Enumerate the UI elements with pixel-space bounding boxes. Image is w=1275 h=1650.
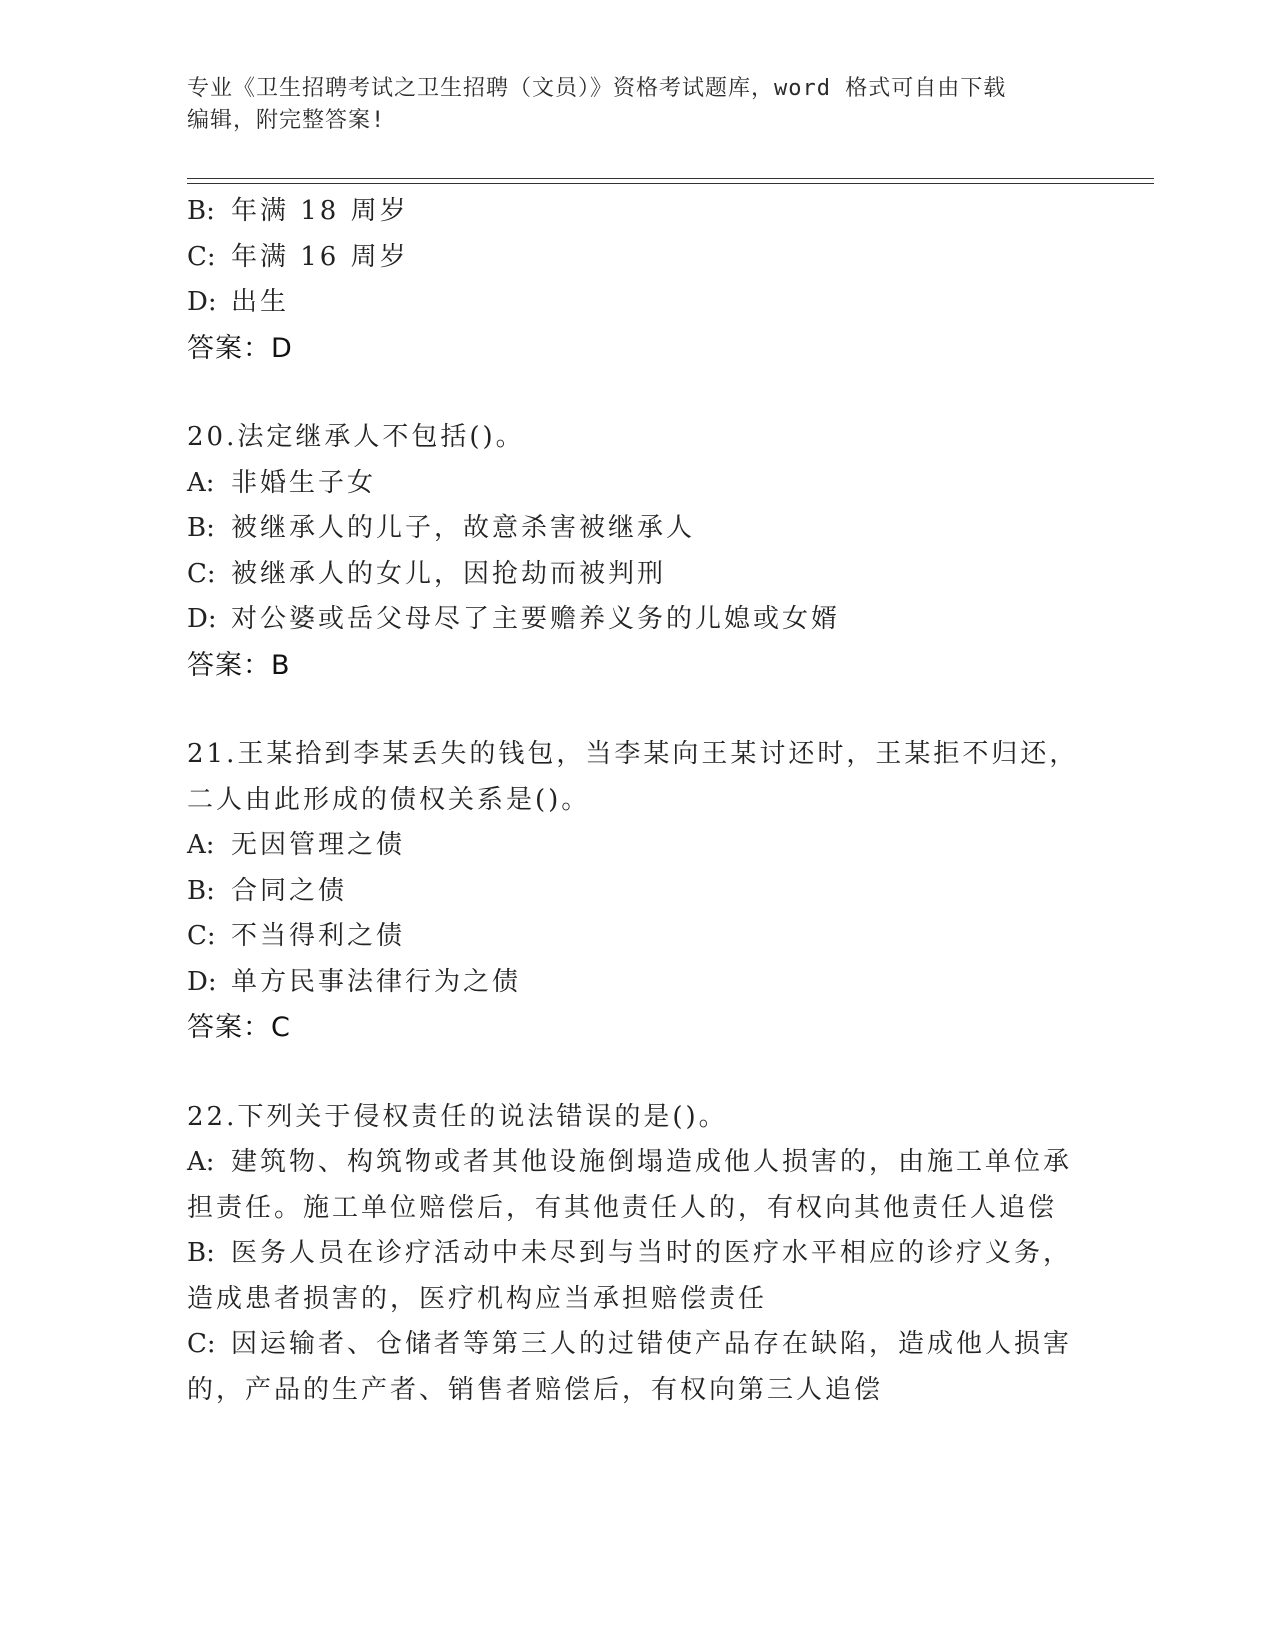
option-text: 单方民事法律行为之债 bbox=[231, 966, 522, 997]
option-letter: A: bbox=[187, 467, 215, 498]
spacer bbox=[187, 371, 1087, 415]
option-letter: B: bbox=[187, 513, 215, 543]
option-letter: A: bbox=[187, 830, 215, 860]
option-text: 不当得利之债 bbox=[231, 921, 406, 951]
option-b bbox=[187, 506, 1087, 552]
option-letter: D: bbox=[187, 287, 217, 317]
question-stem: 20.法定继承人不包括()。 bbox=[187, 422, 525, 452]
question-stem-line-2: 二人由此形成的债权关系是()。 bbox=[187, 784, 591, 815]
option-a bbox=[187, 823, 1087, 869]
question-stem: 22.下列关于侵权责任的说法错误的是()。 bbox=[187, 1101, 728, 1132]
option-c-line-1 bbox=[187, 1322, 1087, 1368]
option-text: 建筑物、构筑物或者其他设施倒塌造成他人损害的，由施工单位承 bbox=[231, 1147, 1073, 1177]
option-text: 非婚生子女 bbox=[231, 467, 377, 498]
option-a-line-2: 担责任。施工单位赔偿后，有其他责任人的，有权向其他责任人追偿 bbox=[187, 1192, 1058, 1223]
header-divider-top bbox=[187, 178, 1154, 179]
option-letter: A: bbox=[187, 1147, 215, 1177]
option-text: 医务人员在诊疗活动中未尽到与当时的医疗水平相应的诊疗义务， bbox=[231, 1238, 1073, 1268]
option-text: 被继承人的女儿，因抢劫而被判刑 bbox=[231, 558, 667, 589]
option-a bbox=[187, 461, 1087, 507]
spacer bbox=[187, 1051, 1087, 1095]
option-text: 出生 bbox=[231, 287, 290, 317]
header-divider-bottom bbox=[187, 183, 1154, 184]
question-stem-line-1: 21.王某拾到李某丢失的钱包，当李某向王某讨还时，王某拒不归还， bbox=[187, 739, 1079, 769]
option-text: 对公婆或岳父母尽了主要赡养义务的儿媳或女婿 bbox=[231, 604, 841, 634]
option-letter: B: bbox=[187, 196, 215, 226]
option-d bbox=[187, 597, 1087, 643]
option-d bbox=[187, 280, 1087, 326]
option-letter: C: bbox=[187, 1329, 216, 1359]
spacer bbox=[187, 688, 1087, 732]
option-b-line-2: 造成患者损害的，医疗机构应当承担赔偿责任 bbox=[187, 1283, 768, 1314]
option-text: 无因管理之债 bbox=[231, 830, 406, 860]
answer-line: 答案：B bbox=[187, 649, 291, 681]
option-c-line-2: 的，产品的生产者、销售者赔偿后，有权向第三人追偿 bbox=[187, 1374, 884, 1405]
prev-question bbox=[187, 189, 1087, 371]
option-b bbox=[187, 869, 1087, 915]
answer-line: 答案：D bbox=[187, 332, 293, 364]
document-header bbox=[187, 73, 1087, 137]
option-letter: B: bbox=[187, 1238, 215, 1268]
answer-line: 答案：C bbox=[187, 1012, 291, 1043]
option-text: 年满 18 周岁 bbox=[231, 196, 409, 226]
header-line-2: 编辑，附完整答案! bbox=[187, 108, 386, 133]
option-text: 因运输者、仓储者等第三人的过错使产品存在缺陷，造成他人损害 bbox=[231, 1329, 1073, 1359]
option-text: 年满 16 周岁 bbox=[231, 241, 409, 272]
option-letter: D: bbox=[187, 966, 217, 997]
option-text: 被继承人的儿子，故意杀害被继承人 bbox=[231, 513, 696, 543]
option-letter: C: bbox=[187, 241, 216, 272]
question-21 bbox=[187, 732, 1087, 1051]
option-c bbox=[187, 914, 1087, 960]
header-line-1: 专业《卫生招聘考试之卫生招聘（文员）》资格考试题库，word 格式可自由下载 bbox=[187, 76, 1007, 101]
option-letter: B: bbox=[187, 875, 215, 906]
option-d bbox=[187, 960, 1087, 1006]
question-22 bbox=[187, 1095, 1087, 1414]
option-a-line-1 bbox=[187, 1140, 1087, 1186]
option-letter: C: bbox=[187, 558, 216, 589]
option-letter: C: bbox=[187, 921, 216, 951]
option-c bbox=[187, 552, 1087, 598]
option-c bbox=[187, 235, 1087, 281]
option-b bbox=[187, 189, 1087, 235]
document-body bbox=[187, 189, 1087, 1413]
option-letter: D: bbox=[187, 604, 217, 634]
option-b-line-1 bbox=[187, 1231, 1087, 1277]
option-text: 合同之债 bbox=[231, 875, 348, 906]
question-20 bbox=[187, 415, 1087, 688]
